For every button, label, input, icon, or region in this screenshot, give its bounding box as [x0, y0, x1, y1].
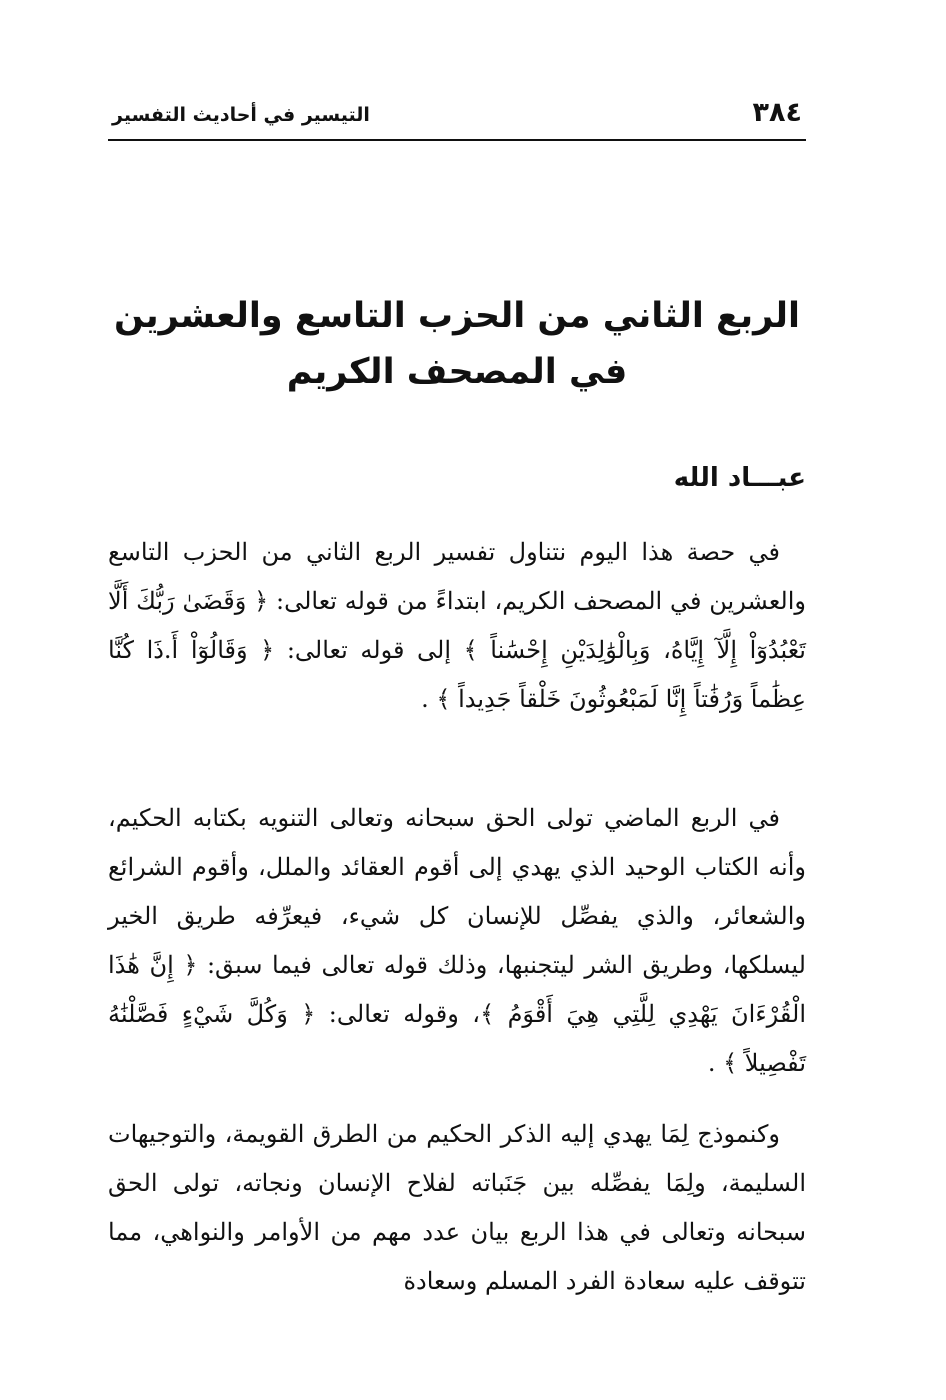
header-rule [108, 139, 806, 141]
chapter-title-line-2: في المصحف الكريم [286, 352, 628, 392]
chapter-title-line-1: الربع الثاني من الحزب التاسع والعشرين [113, 296, 801, 336]
paragraph-1-text-2: إلى قوله تعالى: [286, 636, 452, 664]
chapter-title [108, 288, 806, 400]
running-header [108, 96, 806, 136]
paragraph-2 [108, 794, 806, 1088]
paragraph-1-text-3: . [421, 685, 429, 713]
paragraph-2-text-3: . [707, 1049, 716, 1077]
paragraph-1-text-1: في حصة هذا اليوم نتناول تفسير الربع الثاني من الحزب التاسع والعشرين في المصحف الكريم، ابتداءً من قوله تعالى: [108, 538, 807, 615]
quran-verse-2: ﴿ وَقَالُوٓاْ أَ.ذَا كُنَّا عِظَٰماً وَرُفَٰتاً إِنَّا لَمَبْعُوثُونَ خَلْقاً جَدِيداً ﴾ [108, 636, 806, 713]
book-title: التيسير في أحاديث التفسير [112, 104, 370, 126]
paragraph-3-text-1: وكنموذج لِمَا يهدي إليه الذكر الحكيم من الطرق القويمة، والتوجيهات السليمة، ولِمَا يفصِّله بين جَنَباته لفلاح الإنسان ونجاته، تولى الحق سبحانه وتعالى في هذا الربع بيان عدد مهم من الأوامر والنواهي، مما تتوقف عليه سعادة الفرد المسلم وسعادة [108, 1120, 806, 1295]
paragraph-1 [108, 528, 806, 724]
section-heading: عبـــاد الله [673, 463, 806, 493]
quran-verse-4: ﴿ وَكُلَّ شَيْءٍ فَصَّلْنَٰهُ تَفْصِيلاً ﴾ [108, 1000, 806, 1077]
paragraph-2-text-2: ، وقوله تعالى: [328, 1000, 481, 1028]
quran-verse-1: ﴿ وَقَضَىٰ رَبُّكَ أَلَّا تَعْبُدُوٓاْ إِلَّآ إِيَّاهُ، وَبِالْوَٰلِدَيْنِ إِحْسَٰناً ﴾ [108, 587, 806, 664]
paragraph-2-text-1: في الربع الماضي تولى الحق سبحانه وتعالى التنويه بكتابه الحكيم، وأنه الكتاب الوحيد الذي يهدي إلى أقوم العقائد والملل، وأقوم الشرائع والشعائر، والذي يفصِّل للإنسان كل شيء، فيعرِّفه طريق الخير ليسلكها، وطريق الشر ليتجنبها، وذلك قوله تعالى فيما سبق: [108, 804, 806, 979]
quran-verse-3: ﴿ إِنَّ هَٰذَا الْقُرْءَانَ يَهْدِي لِلَّتِي هِيَ أَقْوَمُ ﴾ [108, 951, 806, 1028]
page-number: ٣٨٤ [752, 97, 802, 128]
paragraph-3 [108, 1110, 806, 1306]
